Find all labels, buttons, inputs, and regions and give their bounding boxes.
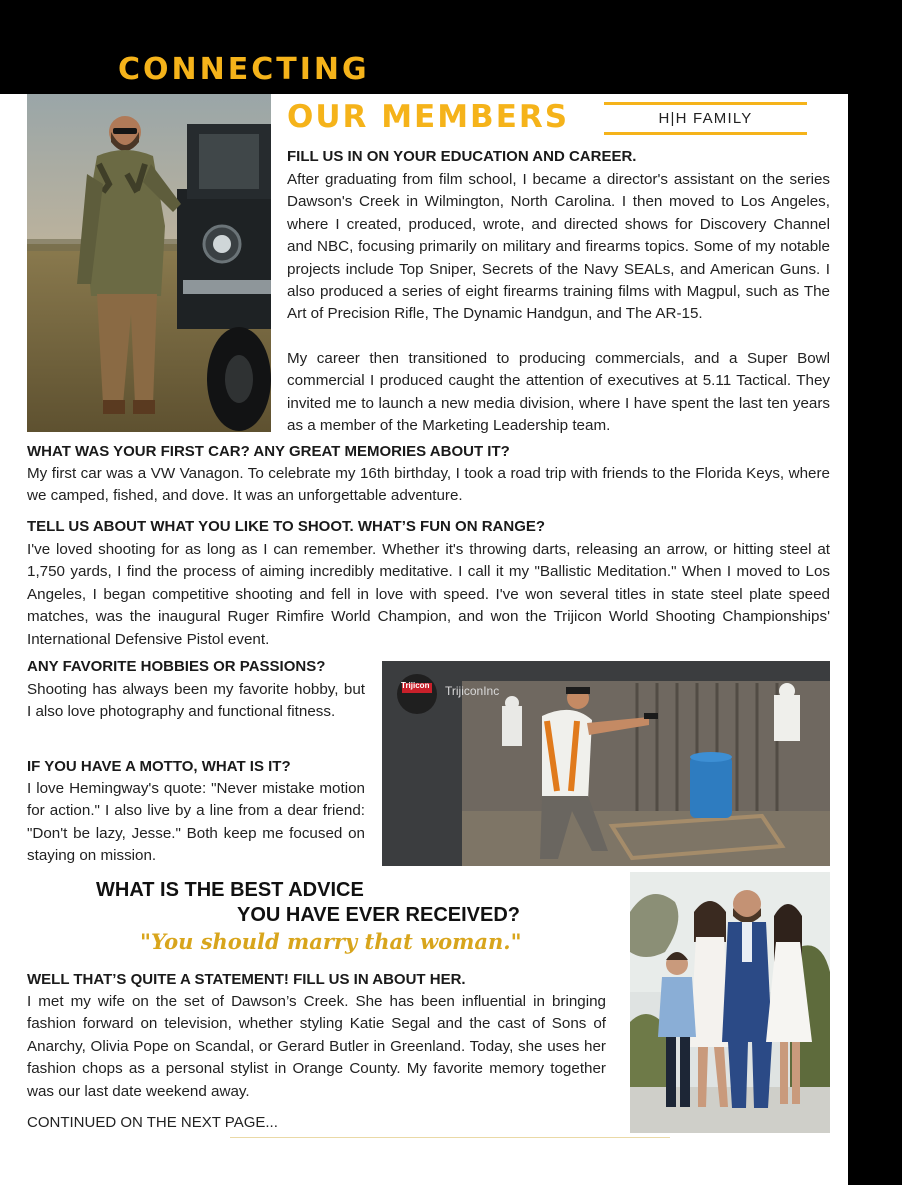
advice-quote: "You should marry that woman." bbox=[140, 929, 522, 954]
family-tag: H|H FAMILY bbox=[604, 102, 807, 135]
right-black-band bbox=[848, 0, 902, 1185]
range-photo bbox=[382, 661, 830, 866]
family-photo bbox=[630, 872, 830, 1133]
question-wife: WELL THAT’S QUITE A STATEMENT! FILL US IN ABOUT HER. bbox=[27, 971, 466, 988]
answer-first-car: My first car was a VW Vanagon. To celebrate my 16th birthday, I took a road trip with friends to the Florida Keys, where we camped, fished, and dove. It was an unforgettable adventure. bbox=[27, 465, 830, 505]
advice-heading-line2: YOU HAVE EVER RECEIVED? bbox=[237, 904, 521, 926]
question-hobbies: ANY FAVORITE HOBBIES OR PASSIONS? bbox=[27, 658, 326, 675]
question-first-car: WHAT WAS YOUR FIRST CAR? ANY GREAT MEMORIES ABOUT IT? bbox=[27, 443, 510, 460]
answer-wife: I met my wife on the set of Dawson’s Creek. She has been influential in bringing fashion forward on television, whether styling Katie Segal and the cast of Sons of Anarchy, Olivia Pope on Scandal, or Gerard Butler in Greenland. Today, she uses her fashion chops as a personal stylist in Orange County. My favorite memory together was our last date weekend away. bbox=[27, 993, 606, 1100]
question-education: FILL US IN ON YOUR EDUCATION AND CAREER. bbox=[287, 148, 637, 165]
answer-education-p2: My career then transitioned to producing commercials, and a Super Bowl commercial I produced caught the attention of executives at 5.11 Tactical. They invited me to launch a new media division, where I have spent the last ten years as a member of the Marketing Leadership team. bbox=[287, 350, 830, 435]
heading-connecting: CONNECTING bbox=[118, 52, 370, 87]
footer-divider bbox=[230, 1137, 670, 1138]
portrait-illustration bbox=[27, 94, 271, 432]
heading-our-members: OUR MEMBERS bbox=[287, 99, 570, 135]
answer-education-p1: After graduating from film school, I became a director's assistant on the series Dawson's Creek in Wilmington, North Carolina. I then moved to Los Angeles, where I created, produced, wrote, and directed shows for Discovery Channel and NBC, focusing primarily on military and firearms topics. Some of my notable projects include Top Sniper, Secrets of the Navy SEALs, and American Guns. I also produced a series of eight firearms training films with Magpul, such as The Art of Precision Rifle, The Dynamic Handgun, and The AR-15. bbox=[287, 171, 830, 323]
answer-shooting: I've loved shooting for as long as I can remember. Whether it's throwing darts, releasing an arrow, or hitting steel at 1,750 yards, I find the process of aiming incredibly meditative. I call it my "Ballistic Meditation." When I moved to Los Angeles, I began competitive shooting and fell in love with speed. I've won several titles in state steel plate speed matches, was the inaugural Ruger Rimfire World Champion, and won the Trijicon World Shooting Championships' International Defensive Pistol event. bbox=[27, 541, 830, 648]
answer-motto: I love Hemingway's quote: "Never mistake motion for action." I also live by a line from a dear friend: "Don't be lazy, Jesse." Both keep me focused on staying on mission. bbox=[27, 780, 365, 865]
family-illustration bbox=[630, 872, 830, 1133]
answer-hobbies: Shooting has always been my favorite hobby, but I also love photography and functional fitness. bbox=[27, 681, 365, 721]
trijicon-logo-text: Trijicon bbox=[401, 681, 430, 690]
channel-name: TrijiconInc bbox=[445, 684, 500, 698]
question-shooting: TELL US ABOUT WHAT YOU LIKE TO SHOOT. WHAT’S FUN ON RANGE? bbox=[27, 518, 546, 535]
advice-heading-line1: WHAT IS THE BEST ADVICE bbox=[96, 879, 364, 901]
continued-notice: CONTINUED ON THE NEXT PAGE... bbox=[27, 1114, 278, 1131]
portrait-photo bbox=[27, 94, 271, 432]
question-motto: IF YOU HAVE A MOTTO, WHAT IS IT? bbox=[27, 758, 291, 775]
